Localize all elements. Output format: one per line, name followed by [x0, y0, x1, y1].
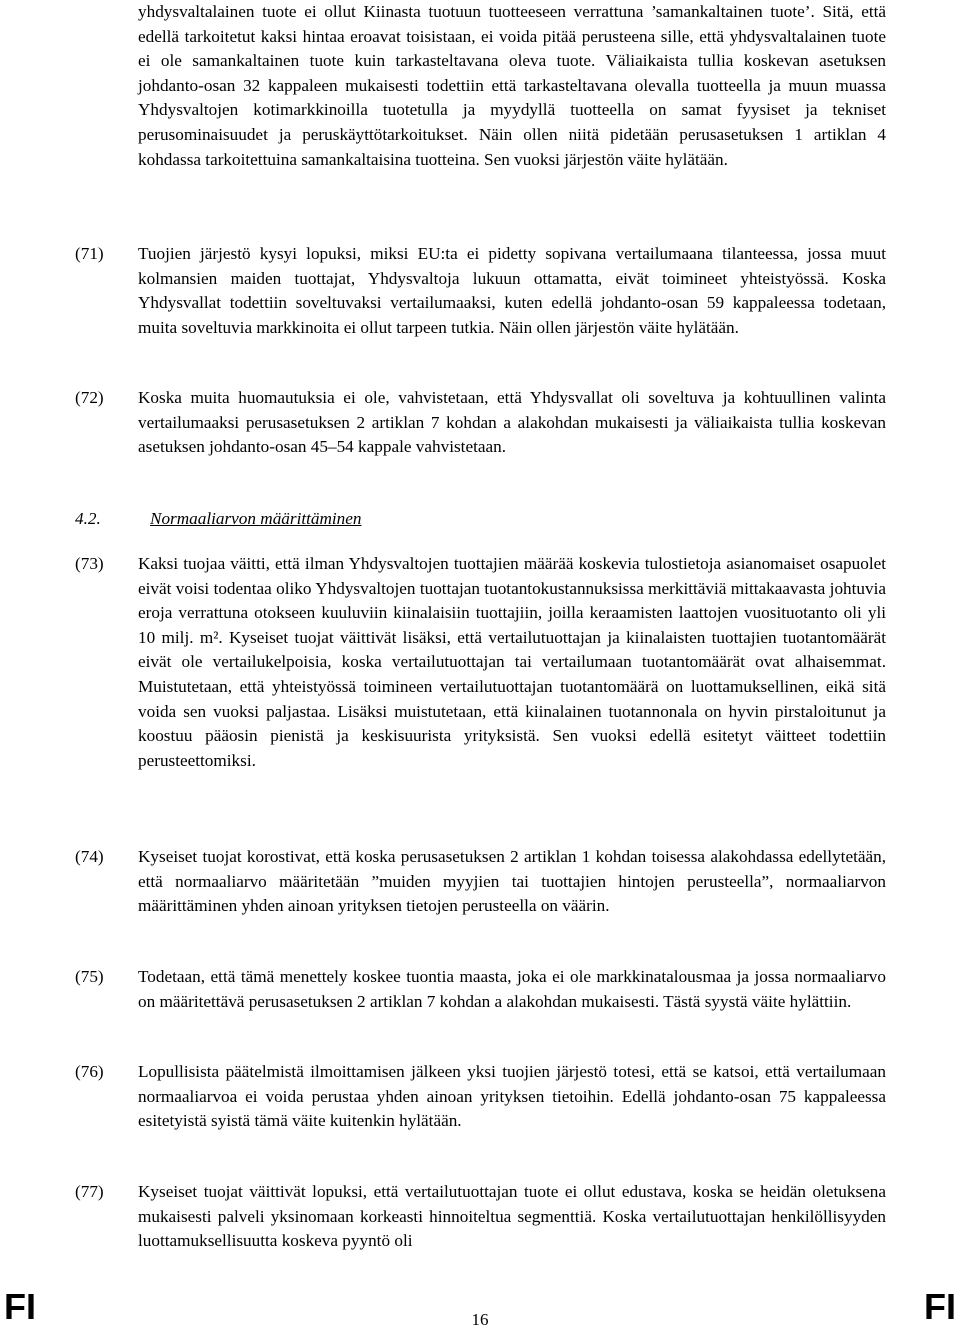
paragraph-number-75: (75) [75, 967, 104, 986]
footer-language-code-right: FI [924, 1286, 956, 1327]
paragraph-76: Lopullisista päätelmistä ilmoittamisen jälkeen yksi tuojien järjestö totesi, että se katsoi, että vertailumaan normaaliarvoa ei voida perustaa yhden ainoan yrityksen tietoihin. Edellä johdanto-osan 75 kappaleessa esitetyistä syistä tämä väite kuitenkin hylätään. [138, 1062, 886, 1131]
paragraph-number-76: (76) [75, 1062, 104, 1081]
section-number: 4.2. [75, 509, 101, 528]
paragraph-number-74: (74) [75, 847, 104, 866]
paragraph-continued: yhdysvaltalainen tuote ei ollut Kiinasta tuotuun tuotteeseen verrattuna ’samankaltainen tuote’. Sitä, että edellä tarkoitetut kaksi hintaa eroavat toisistaan, ei voida pitää perusteena sille, että yhdysvaltalainen tuote ei ole samankaltainen tuote kuin tarkasteltavana oleva tuote. Väliaikaista tullia koskevan asetuksen johdanto-osan 32 kappaleen mukaisesti todettiin että tarkasteltavana olevalla tuotteella ja muun muassa Yhdysvaltojen kotimarkkinoilla tuotetulla ja myydyllä tuotteella on samat fyysiset ja tekniset perusominaisuudet ja peruskäyttötarkoitukset. Näin ollen niitä pidetään perusasetuksen 1 artiklan 4 kohdassa tarkoitettuina samankaltaisina tuotteina. Sen vuoksi järjestön väite hylätään. [138, 2, 886, 169]
paragraph-number-73: (73) [75, 554, 104, 573]
footer-language-code-left: FI [4, 1286, 36, 1327]
paragraph-number-71: (71) [75, 244, 104, 263]
section-title: Normaaliarvon määrittäminen [150, 509, 362, 528]
paragraph-74: Kyseiset tuojat korostivat, että koska perusasetuksen 2 artiklan 1 kohdan toisessa alakohdassa edellytetään, että normaaliarvo määritetään ”muiden myyjien tai tuottajien hintojen perusteella”, normaaliarvon määrittäminen yhden ainoan yrityksen tietojen perusteella on väärin. [138, 847, 886, 916]
paragraph-77: Kyseiset tuojat väittivät lopuksi, että vertailutuottajan tuote ei ollut edustava, koska se heidän oletuksena mukaisesti palveli yksinomaan korkeasti hinnoiteltua segmenttiä. Koska vertailutuottajan henkilöllisyyden luottamuksellisuutta koskeva pyyntö oli [138, 1182, 886, 1251]
paragraph-number-72: (72) [75, 388, 104, 407]
paragraph-71: Tuojien järjestö kysyi lopuksi, miksi EU:ta ei pidetty sopivana vertailumaana tilanteessa, jossa muut kolmansien maiden tuottajat, Yhdysvaltoja lukuun ottamatta, eivät toimineet yhteistyössä. Koska Yhdysvallat todettiin soveltuvaksi vertailumaaksi, kuten edellä johdanto-osan 59 kappaleessa todetaan, muita soveltuvia markkinoita ei ollut tarpeen tutkia. Näin ollen järjestön väite hylätään. [138, 244, 886, 337]
page-number: 16 [471, 1310, 489, 1329]
paragraph-number-77: (77) [75, 1182, 104, 1201]
paragraph-73: Kaksi tuojaa väitti, että ilman Yhdysvaltojen tuottajien määrää koskevia tulostietoja asianomaiset osapuolet eivät voisi todentaa oliko Yhdysvaltojen tuottajan tuotantokustannuksissa merkittäviä mittakaavasta johtuvia eroja verrattuna otokseen kuuluviin kiinalaisiin tuottajiin, joilla keraamisten laattojen vuosituotanto oli yli 10 milj. m². Kyseiset tuojat väittivät lisäksi, että vertailutuottajan ja kiinalaisten tuottajien tuotantomäärät eivät ole vertailukelpoisia, koska vertailutuottajan tai vertailumaan tuotantomäärät ovat alhaisemmat. Muistutetaan, että yhteistyössä toimineen vertailutuottajan tuotantomäärä on luottamuksellinen, eikä sitä voida sen vuoksi paljastaa. Lisäksi muistutetaan, että kiinalainen tuotannonala on hyvin pirstaloitunut ja koostuu pääosin pienistä ja keskisuurista yrityksistä. Sen vuoksi edellä esitetyt väitteet todettiin perusteettomiksi. [138, 554, 886, 770]
paragraph-75: Todetaan, että tämä menettely koskee tuontia maasta, joka ei ole markkinatalousmaa ja jossa normaaliarvo on määritettävä perusasetuksen 2 artiklan 7 kohdan a alakohdan mukaisesti. Tästä syystä väite hylättiin. [138, 967, 886, 1011]
paragraph-72: Koska muita huomautuksia ei ole, vahvistetaan, että Yhdysvallat oli soveltuva ja kohtuullinen valinta vertailumaaksi perusasetuksen 2 artiklan 7 kohdan a alakohdan mukaisesti ja väliaikaista tullia koskevan asetuksen johdanto-osan 45–54 kappale vahvistetaan. [138, 388, 886, 457]
